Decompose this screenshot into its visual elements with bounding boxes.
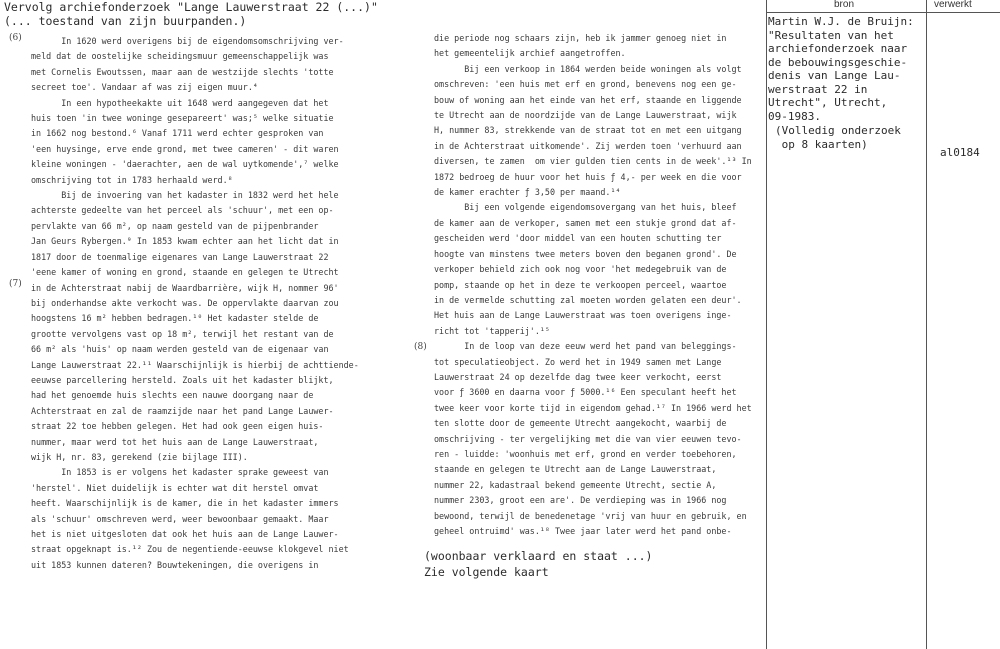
text-line: de kamer erachter ƒ 3,50 per maand.¹⁴ [434,187,621,198]
text-line: eeuwse parcellering hersteld. Zoals uit het kadaster blijkt, [31,374,334,385]
text-line: diversen, te zamen om vier gulden tien cents in de week'.¹³ In [434,156,752,167]
text-line: omschrijving - ter vergelijking met die van vier eeuwen tevo- [434,433,742,444]
text-line: omschreven: 'een huis met erf en grond, benevens nog een ge- [434,79,737,90]
document-header-line-1: Vervolg archiefonderzoek "Lange Lauwerstraat 22 (...)" [4,0,378,14]
text-line: denis van Lange Lau- [768,69,901,82]
text-line: Lange Lauwerstraat 22.¹¹ Waarschijnlijk is hierbij de achttiende- [31,359,359,370]
text-line: straat 22 toe hebben gelegen. Het had ook geen eigen huis- [31,421,324,432]
text-line: meld dat de oostelijke scheidingsmuur gemeenschappelijk was [31,51,329,62]
text-line: secreet toe'. Vandaar af was zij eigen muur.⁴ [31,82,258,93]
text-line: nummer 2303, groot een are'. De verdieping was in 1966 nog [434,495,727,506]
verwerkt-code: al0184 [940,146,980,159]
text-line: grootte vervolgens vast op 18 m², terwijl het restant van de [31,328,334,339]
bron-header: bron [834,0,855,10]
text-line: omschrijving tot in 1783 herhaald werd.⁸ [31,174,233,185]
text-line: straat opgeknapt is.¹² Zou de negentiende-eeuwse klokgevel niet [31,544,349,555]
text-line: Bij de invoering van het kadaster in 1832 werd het hele [31,190,339,201]
text-line: met Cornelis Ewoutssen, maar aan de westzijde slechts 'totte [31,66,334,77]
text-line: die periode nog schaars zijn, heb ik jammer genoeg niet in [434,33,727,43]
text-line: uit 1853 kunnen dateren? Bouwtekeningen, die overigens in [31,559,319,570]
text-line: 09-1983. [768,109,821,123]
text-line: huis toen 'in twee woninge gesepareert' was;⁵ welke situatie [31,113,334,124]
right-text-column [434,31,759,539]
text-line: bij onderhandse akte verkocht was. De oppervlakte daarvan zou [31,297,339,308]
text-line: staande en gelegen te Utrecht aan de Lange Lauwerstraat, [434,464,717,475]
text-line: Lauwerstraat 24 op dezelfde dag twee keer verkocht, eerst [434,371,722,382]
text-line: 'een huysinge, erve ende grond, met twee cameren' - dit waren [31,143,339,154]
text-line: Martin W.J. de Bruijn: [768,15,914,28]
text-line: als 'schuur' omschreven werd, weer bewoonbaar gemaakt. Maar [31,513,329,524]
text-line: werstraat 22 in [768,82,868,96]
text-line: hoogstens 16 m² hebben bedragen.¹⁰ Het kadaster stelde de [31,313,319,324]
text-line: archiefonderzoek naar [768,42,908,55]
text-line: 66 m² als 'huis' op naam werden gesteld van de eigenaar van [31,344,329,355]
text-line: op 8 kaarten) [775,137,868,151]
text-line: pervlakte van 66 m², op naam gesteld van de pijpenbrander [31,220,319,231]
text-line: de kamer aan de verkoper, samen met een stukje grond dat af- [434,217,737,228]
document-header-line-2: (... toestand van zijn buurpanden.) [4,14,247,28]
text-line: wijk H, nr. 83, gerekend (zie bijlage III). [31,451,248,462]
text-line: twee keer voor korte tijd in eigendom gehad.¹⁷ In 1966 werd het [434,402,752,413]
text-line: richt tot 'tapperij'.¹⁵ [434,325,550,336]
text-line: Utrecht", Utrecht, [768,96,888,109]
sidebar-divider [766,0,767,649]
text-line: nummer 22, kadastraal bekend gemeente Utrecht, sectie A, [434,479,717,490]
text-line: de bebouwingsgeschie- [768,55,908,69]
text-line: voor ƒ 3600 en daarna voor ƒ 5000.¹⁶ Een speculant heeft het [434,387,737,398]
text-line: het gemeentelijk archief aangetroffen. [434,48,626,59]
text-line: In 1620 werd overigens bij de eigendomsomschrijving ver- [31,36,344,46]
text-line: pomp, staande op het in deze te verkoopen perceel, waartoe [434,279,727,290]
text-line: bouw of woning aan het einde van het erf, staande en liggende [434,94,742,105]
text-line: kleine woningen - 'daerachter, aen de wal uytkomende',⁷ welke [31,159,339,170]
text-line: bewoond, terwijl de benedenetage 'vrij van huur en gebruik, en [434,510,747,521]
text-line: in 1662 nog bestond.⁶ Vanaf 1711 werd echter gesproken van [31,128,324,139]
text-line: In de loop van deze eeuw werd het pand van beleggings- [434,341,737,352]
column-divider [926,0,927,649]
header-rule [766,12,1000,13]
verwerkt-header: verwerkt [934,0,972,10]
text-line: In 1853 is er volgens het kadaster sprake geweest van [31,467,329,478]
text-line: geheel ontruimd' was.¹⁸ Twee jaar later werd het pand onbe- [434,526,732,536]
text-line: gescheiden werd 'door middel van een houten schutting ter [434,233,722,244]
footer-note: (woonbaar verklaard en staat ...) [424,549,653,563]
left-text-column [31,34,401,573]
text-line: 'eene kamer of woning en grond, staande en gelegen te Utrecht [31,267,339,278]
text-line: Bij een verkoop in 1864 werden beide woningen als volgt [434,63,742,74]
text-line: In een hypotheekakte uit 1648 werd aangegeven dat het [31,97,329,108]
text-line: Achterstraat en zal de raamzijde naar het pand Lange Lauwer- [31,405,334,416]
text-line: het is niet uitgesloten dat ook het huis aan de Lange Lauwer- [31,529,339,539]
text-line: 1872 bedroeg de huur voor het huis ƒ 4,- per week en die voor [434,171,742,182]
text-line: ten slotte door de gemeente Utrecht aangekocht, waarbij de [434,418,727,429]
text-line: in de vermelde schutting zal moeten worden gelaten een deur'. [434,294,742,305]
text-line: te Utrecht aan de noordzijde van de Lange Lauwerstraat, wijk [434,110,737,121]
text-line: verkoper behield zich ook nog voor 'het medegebruik van de [434,264,727,275]
text-line: tot speculatieobject. Zo werd het in 1949 samen met Lange [434,356,722,367]
text-line: hoogte van minstens twee meters boven den beganen grond'. De [434,248,737,259]
footer-next-card: Zie volgende kaart [424,565,549,579]
text-line: 1817 door de toenmalige eigenares van Lange Lauwerstraat 22 [31,251,329,262]
text-line: Het huis aan de Lange Lauwerstraat was toen overigens inge- [434,310,732,321]
text-line: ren - luidde: 'woonhuis met erf, grond en verder toebehoren, [434,448,737,459]
text-line: had het genoemde huis slechts een nauwe doorgang naar de [31,390,314,401]
text-line: H, nummer 83, strekkende van de straat tot en met een uitgang [434,125,742,136]
text-line: achterste gedeelte van het perceel als 'schuur', met een op- [31,205,334,216]
source-note [775,124,901,151]
text-line: in de Achterstraat nabij de Waardbarrière, wijk H, nommer 96' [31,282,339,293]
source-citation [768,15,914,123]
margin-mark: (8) [414,342,427,352]
text-line: 'herstel'. Niet duidelijk is echter wat dit herstel omvat [31,482,319,493]
text-line: "Resultaten van het [768,28,894,42]
text-line: (Volledig onderzoek [775,124,901,137]
margin-mark: (7) [9,279,22,289]
text-line: Jan Geurs Rybergen.⁹ In 1853 kwam echter aan het licht dat in [31,236,339,247]
text-line: nummer, maar werd tot het huis aan de Lange Lauwerstraat, [31,436,319,447]
text-line: Bij een volgende eigendomsovergang van het huis, bleef [434,202,737,213]
margin-mark: (6) [9,33,22,43]
text-line: heeft. Waarschijnlijk is de kamer, die in het kadaster immers [31,498,339,509]
text-line: in de Achterstraat uitkomende'. Zij werden toen 'verhuurd aan [434,140,742,151]
